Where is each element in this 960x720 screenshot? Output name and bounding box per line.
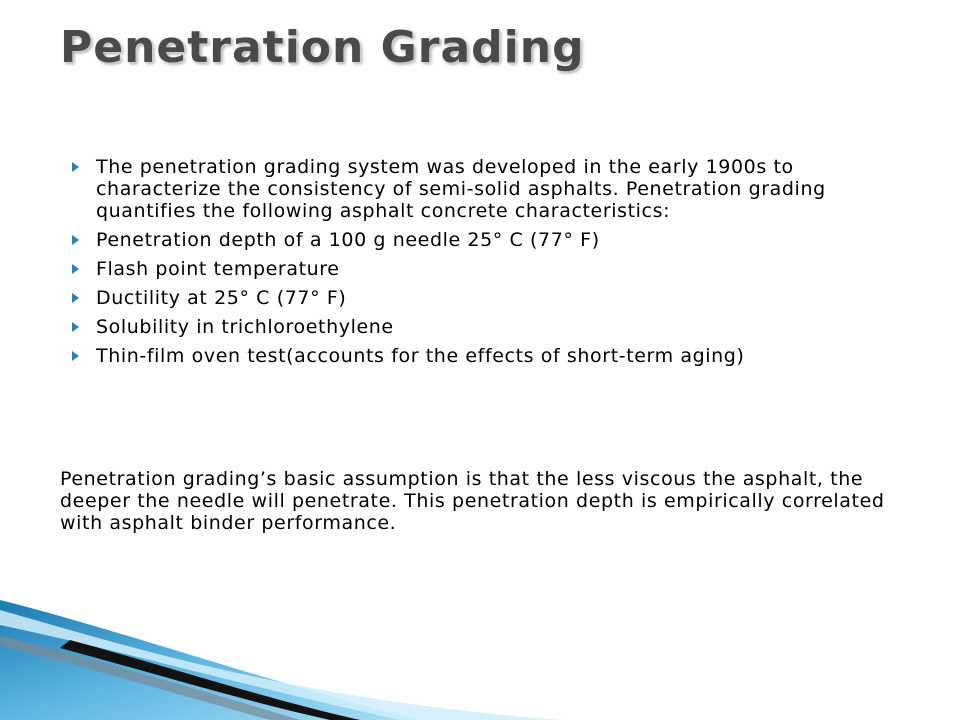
wave-blue-band — [0, 600, 420, 720]
bullet-item — [70, 345, 910, 367]
wave-light-band — [0, 610, 560, 720]
triangle-bullet-icon — [72, 322, 79, 332]
bullet-list — [70, 156, 910, 374]
triangle-bullet-icon — [72, 293, 79, 303]
bullet-item — [70, 229, 910, 251]
triangle-bullet-icon — [72, 351, 79, 361]
summary-paragraph: Penetration grading’s basic assumption is that the less viscous the asphalt, the deeper the needle will penetrate. This penetration depth is empirically correlated with asphalt binder performance. — [60, 468, 885, 534]
bullet-text: Penetration depth of a 100 g needle 25° C (77° F) — [96, 229, 600, 251]
wave-gray-stripe — [0, 636, 300, 720]
triangle-bullet-icon — [72, 162, 79, 172]
bullet-text: Flash point temperature — [96, 258, 340, 280]
bullet-item — [70, 258, 910, 280]
triangle-bullet-icon — [72, 235, 79, 245]
wave-dark-stripe — [60, 640, 360, 720]
slide-title: Penetration Grading — [60, 22, 585, 73]
bullet-item — [70, 156, 910, 222]
triangle-bullet-icon — [72, 264, 79, 274]
bullet-text: Ductility at 25° C (77° F) — [96, 287, 347, 309]
bullet-item — [70, 316, 910, 338]
bullet-text: Solubility in trichloroethylene — [96, 316, 394, 338]
bullet-item — [70, 287, 910, 309]
bullet-text: Thin-film oven test(accounts for the effects of short-term aging) — [96, 345, 745, 367]
bullet-text: The penetration grading system was developed in the early 1900s to characterize the consistency of semi-solid asphalts. Penetration grading quantifies the following asphalt concrete characteristics: — [96, 156, 826, 222]
